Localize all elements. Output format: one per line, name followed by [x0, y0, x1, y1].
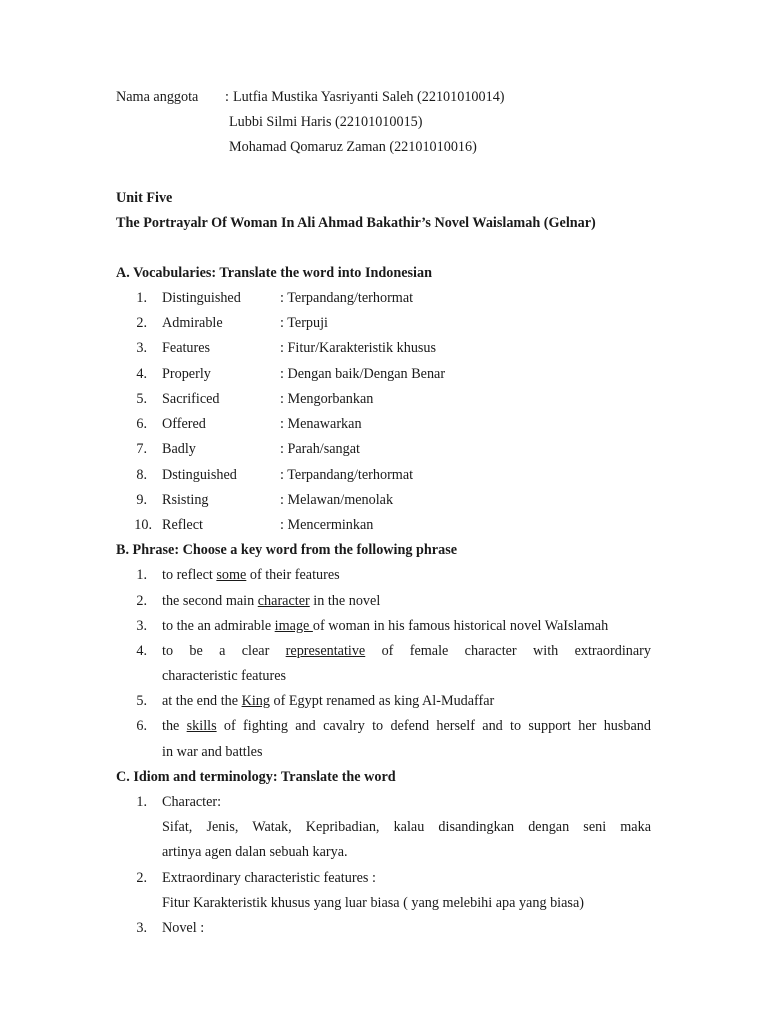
- vocab-word: Sacrificed: [162, 391, 220, 407]
- vocab-meaning: : Fitur/Karakteristik khusus: [280, 340, 437, 356]
- phrase-number: 4.: [136, 643, 147, 659]
- vocab-word: Properly: [162, 366, 211, 382]
- term-label: Character:: [162, 794, 222, 810]
- term-definition: Sifat, Jenis, Watak, Kepribadian, kalau disandingkan dengan seni maka: [162, 819, 651, 835]
- phrase-number: 5.: [136, 693, 147, 709]
- vocab-number: 7.: [136, 441, 147, 457]
- phrase-text: at the end the King of Egypt renamed as king Al-Mudaffar: [162, 693, 495, 709]
- term-label: Extraordinary characteristic features :: [162, 870, 376, 886]
- term-definition: Fitur Karakteristik khusus yang luar biasa ( yang melebihi apa yang biasa): [162, 895, 584, 911]
- phrase-text: to reflect some of their features: [162, 567, 340, 583]
- section-b-heading: B. Phrase: Choose a key word from the following phrase: [116, 542, 458, 558]
- vocab-meaning: : Mencerminkan: [280, 517, 374, 533]
- vocab-meaning: : Menawarkan: [280, 416, 362, 432]
- vocab-word: Reflect: [162, 517, 203, 533]
- phrase-keyword: skills: [186, 718, 217, 734]
- member-name: Mohamad Qomaruz Zaman (22101010016): [229, 139, 477, 155]
- vocab-number: 9.: [136, 492, 147, 508]
- vocab-meaning: : Terpandang/terhormat: [280, 290, 414, 306]
- vocab-number: 3.: [136, 340, 147, 356]
- vocab-meaning: : Terpandang/terhormat: [280, 467, 414, 483]
- members-label: Nama anggota: [116, 89, 199, 105]
- phrase-continuation: characteristic features: [162, 668, 287, 684]
- phrase-keyword: King: [241, 693, 270, 709]
- vocab-number: 6.: [136, 416, 147, 432]
- vocab-meaning: : Dengan baik/Dengan Benar: [280, 366, 446, 382]
- section-a-heading: A. Vocabularies: Translate the word into Indonesian: [116, 265, 432, 281]
- unit-heading: Unit Five: [116, 190, 173, 206]
- phrase-number: 2.: [136, 593, 147, 609]
- vocab-meaning: : Melawan/menolak: [280, 492, 394, 508]
- vocab-number: 1.: [136, 290, 147, 306]
- phrase-text: the skills of fighting and cavalry to defend herself and to support her husband: [162, 718, 651, 734]
- phrase-text: the second main character in the novel: [162, 593, 381, 609]
- vocab-meaning: : Parah/sangat: [280, 441, 360, 457]
- vocab-word: Dstinguished: [162, 467, 237, 483]
- vocab-number: 8.: [136, 467, 147, 483]
- term-definition-continuation: artinya agen dalan sebuah karya.: [162, 844, 348, 860]
- members-separator: :: [225, 89, 229, 105]
- member-name: Lubbi Silmi Haris (22101010015): [229, 114, 423, 130]
- vocab-meaning: : Mengorbankan: [280, 391, 374, 407]
- term-number: 3.: [136, 920, 147, 936]
- vocab-number: 4.: [136, 366, 147, 382]
- phrase-keyword: some: [216, 567, 247, 583]
- phrase-text: to the an admirable image of woman in his famous historical novel WaIslamah: [162, 618, 609, 634]
- phrase-number: 3.: [136, 618, 147, 634]
- term-label: Novel :: [162, 920, 205, 936]
- vocab-word: Rsisting: [162, 492, 209, 508]
- vocab-word: Features: [162, 340, 211, 356]
- vocab-number: 2.: [136, 315, 147, 331]
- vocab-word: Distinguished: [162, 290, 241, 306]
- phrase-keyword: image: [274, 618, 313, 634]
- phrase-number: 1.: [136, 567, 147, 583]
- section-c-heading: C. Idiom and terminology: Translate the word: [116, 769, 396, 785]
- member-name: Lutfia Mustika Yasriyanti Saleh (22101010014): [233, 89, 505, 105]
- vocab-meaning: : Terpuji: [280, 315, 328, 331]
- phrase-continuation: in war and battles: [162, 744, 263, 760]
- document-title: The Portrayalr Of Woman In Ali Ahmad Bakathir’s Novel Waislamah (Gelnar): [116, 215, 596, 231]
- phrase-keyword: character: [257, 593, 310, 609]
- phrase-keyword: representative: [285, 643, 366, 659]
- vocab-number: 10.: [134, 517, 152, 533]
- vocab-word: Badly: [162, 441, 196, 457]
- term-number: 2.: [136, 870, 147, 886]
- vocab-number: 5.: [136, 391, 147, 407]
- vocab-word: Admirable: [162, 315, 223, 331]
- phrase-number: 6.: [136, 718, 147, 734]
- phrase-text: to be a clear representative of female character with extraordinary: [162, 643, 651, 659]
- term-number: 1.: [136, 794, 147, 810]
- vocab-word: Offered: [162, 416, 206, 432]
